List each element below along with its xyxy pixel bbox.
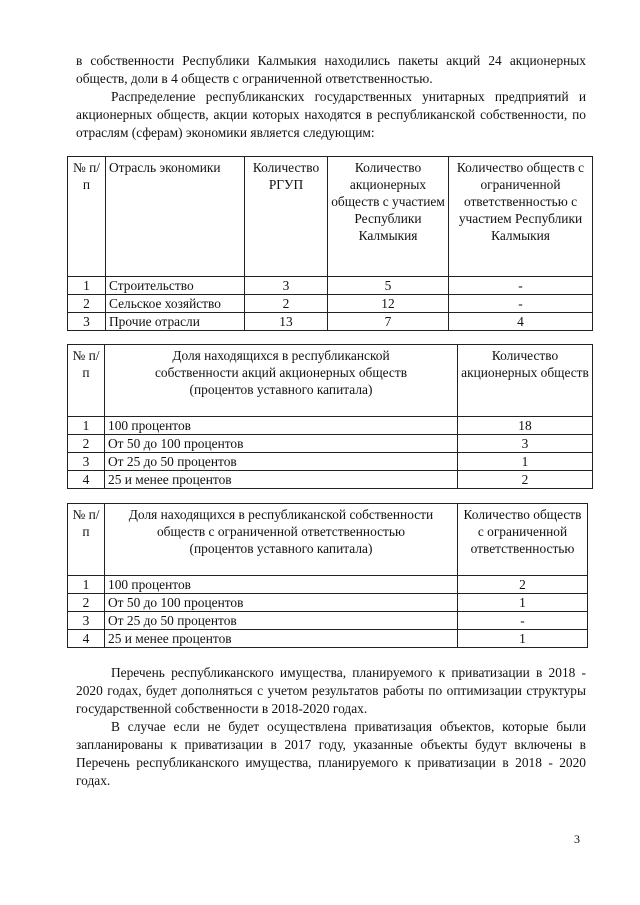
- table-cell: -: [458, 612, 588, 630]
- header-cell: Количество акционерных обществ: [458, 345, 593, 417]
- table-row: [68, 630, 588, 648]
- table-cell: 2: [458, 576, 588, 594]
- header-cell: № п/п: [68, 345, 105, 417]
- distribution-paragraph: Распределение республиканских государственных унитарных предприятий и акционерных обществ, акции которых находятся в республиканской собственности, по отраслям (сферам) экономики является следующим:: [76, 89, 586, 140]
- table-header-row: [68, 157, 593, 277]
- table-cell: 4: [449, 313, 593, 331]
- table-row: [68, 612, 588, 630]
- table-cell: 2: [68, 594, 105, 612]
- table-row: [68, 576, 588, 594]
- table-cell: 12: [328, 295, 449, 313]
- table-cell: От 50 до 100 процентов: [105, 594, 458, 612]
- header-cell: Количество акционерных обществ с участием Республики Калмыкия: [328, 157, 449, 277]
- header-cell: № п/п: [68, 504, 105, 576]
- table-cell: 18: [458, 417, 593, 435]
- header-cell: Количество РГУП: [245, 157, 328, 277]
- table-cell: 100 процентов: [105, 417, 458, 435]
- table-cell: 3: [245, 277, 328, 295]
- page-number: 3: [574, 832, 580, 846]
- table-cell: 1: [458, 453, 593, 471]
- table-cell: 25 и менее процентов: [105, 471, 458, 489]
- table-row: [68, 594, 588, 612]
- industry-table: [67, 156, 593, 331]
- header-cell: Отрасль экономики: [106, 157, 245, 277]
- table-cell: 1: [68, 576, 105, 594]
- llc-share-table: [67, 503, 588, 648]
- header-cell: Количество обществ с ограниченной ответственностью: [458, 504, 588, 576]
- header-cell: Доля находящихся в республиканской собственности обществ с ограниченной ответственностью (процентов уставного капитала): [105, 504, 458, 576]
- privatization-fallback-paragraph: В случае если не будет осуществлена приватизация объектов, которые были запланированы к приватизации в 2017 году, указанные объекты будут включены в Перечень республиканского имущества, планируемого к приватизации в 2018 - 2020 годах.: [76, 719, 586, 788]
- table-cell: 2: [68, 295, 106, 313]
- table-cell: 1: [68, 277, 106, 295]
- table-row: [68, 313, 593, 331]
- table-cell: От 25 до 50 процентов: [105, 453, 458, 471]
- table-cell: Прочие отрасли: [106, 313, 245, 331]
- table-cell: От 25 до 50 процентов: [105, 612, 458, 630]
- table-cell: 4: [68, 630, 105, 648]
- header-cell: № п/п: [68, 157, 106, 277]
- table-cell: 13: [245, 313, 328, 331]
- table-header-row: [68, 504, 588, 576]
- table-cell: 2: [458, 471, 593, 489]
- table-cell: -: [449, 295, 593, 313]
- table-cell: 2: [245, 295, 328, 313]
- table-cell: 25 и менее процентов: [105, 630, 458, 648]
- table-header-row: [68, 345, 593, 417]
- intro-paragraph: в собственности Республики Калмыкия находились пакеты акций 24 акционерных обществ, доли в 4 обществ с ограниченной ответственностью.: [76, 53, 586, 86]
- table-cell: 2: [68, 435, 105, 453]
- table-cell: От 50 до 100 процентов: [105, 435, 458, 453]
- table-cell: 4: [68, 471, 105, 489]
- table-row: [68, 417, 593, 435]
- table-cell: 3: [458, 435, 593, 453]
- table-row: [68, 471, 593, 489]
- table-cell: 7: [328, 313, 449, 331]
- table-row: [68, 277, 593, 295]
- table-row: [68, 435, 593, 453]
- privatization-list-paragraph: Перечень республиканского имущества, планируемого к приватизации в 2018 - 2020 годах, будет дополняться с учетом результатов работы по оптимизации структуры государственной собственности в 2018-2020 годах.: [76, 665, 586, 716]
- table-cell: 3: [68, 313, 106, 331]
- table-cell: 1: [458, 594, 588, 612]
- table-cell: Сельское хозяйство: [106, 295, 245, 313]
- table-row: [68, 453, 593, 471]
- table-cell: Строительство: [106, 277, 245, 295]
- header-cell: Доля находящихся в республиканской собственности акций акционерных обществ (процентов уставного капитала): [105, 345, 458, 417]
- table-cell: 1: [68, 417, 105, 435]
- table-cell: -: [449, 277, 593, 295]
- table-cell: 5: [328, 277, 449, 295]
- table-row: [68, 295, 593, 313]
- table-cell: 3: [68, 612, 105, 630]
- table-cell: 100 процентов: [105, 576, 458, 594]
- table-cell: 3: [68, 453, 105, 471]
- table-cell: 1: [458, 630, 588, 648]
- joint-stock-share-table: [67, 344, 593, 489]
- header-cell: Количество обществ с ограниченной ответственностью с участием Республики Калмыкия: [449, 157, 593, 277]
